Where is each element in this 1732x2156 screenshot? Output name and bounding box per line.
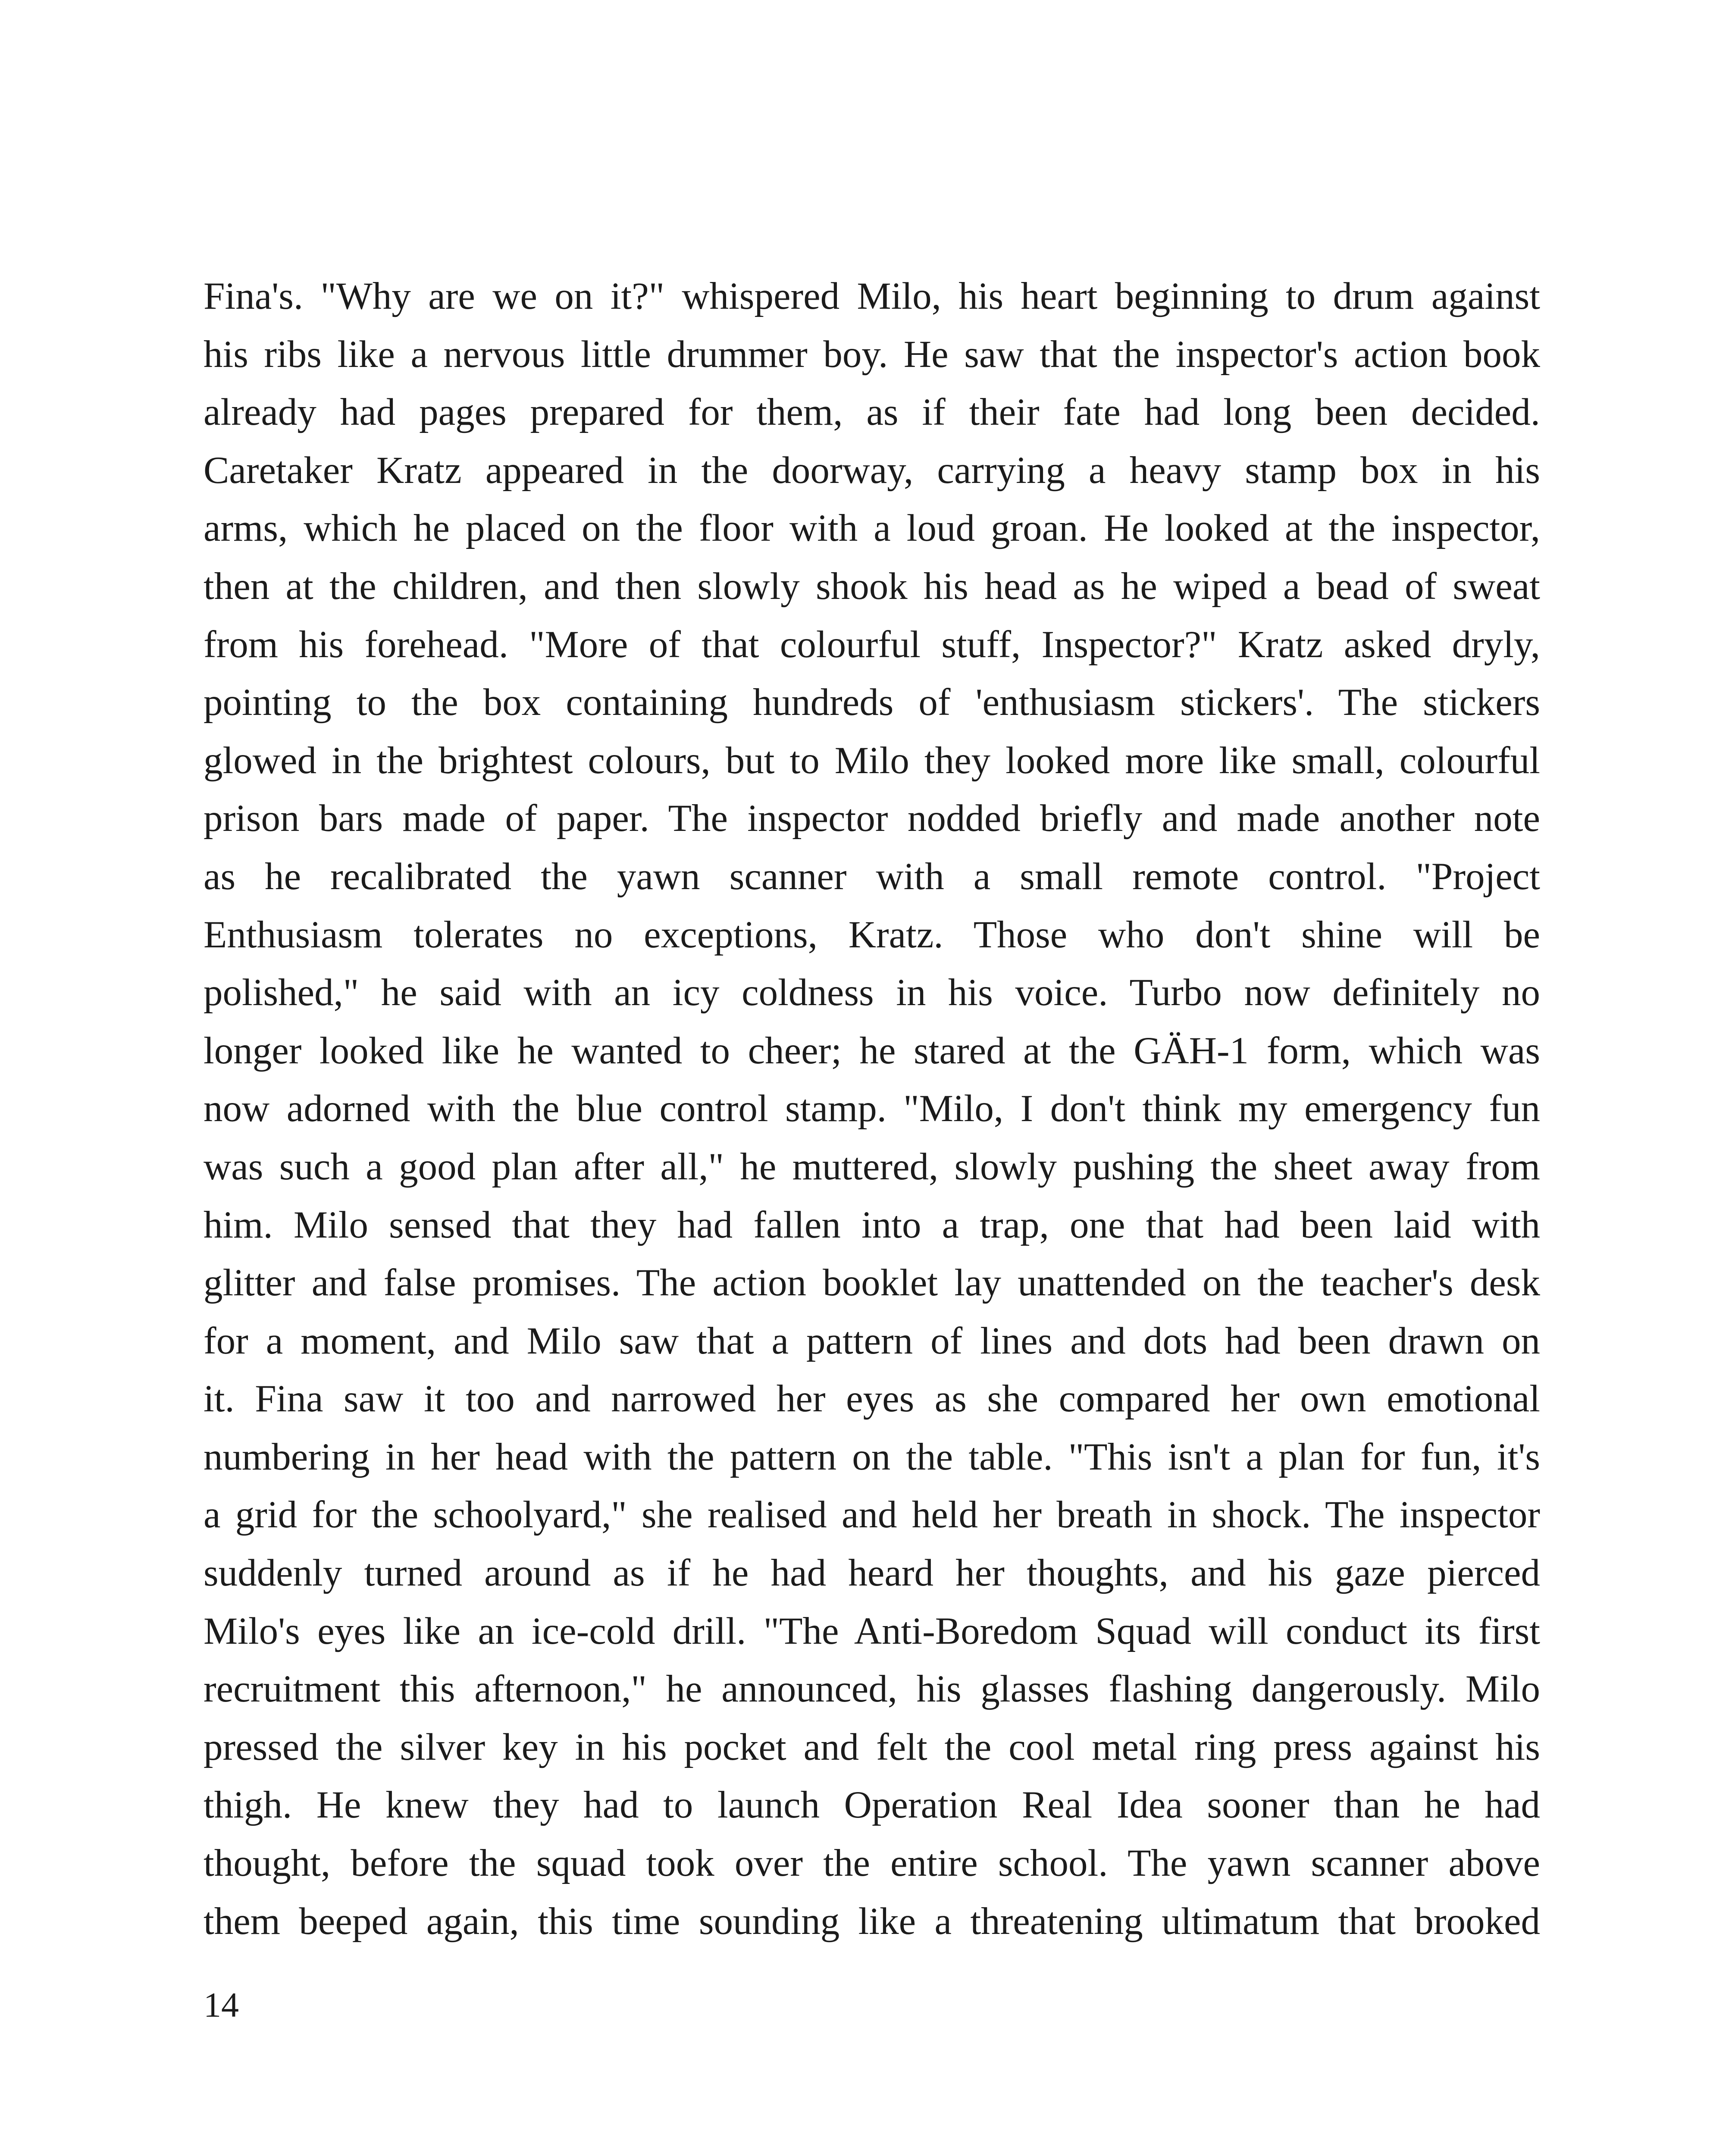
text-line: glitter and false promises. The action booklet lay unattended on the teacher's desk <box>204 1262 1540 1304</box>
text-line: prison bars made of paper. The inspector nodded briefly and made another note <box>204 797 1540 840</box>
text-line: pointing to the box containing hundreds of 'enthusiasm stickers'. The stickers <box>204 681 1540 724</box>
text-line: already had pages prepared for them, as if their fate had long been decided. <box>204 391 1540 434</box>
body-text <box>204 267 1540 1950</box>
text-line: glowed in the brightest colours, but to Milo they looked more like small, colourful <box>204 739 1540 782</box>
text-line: longer looked like he wanted to cheer; he stared at the GÄH-1 form, which was <box>204 1029 1540 1072</box>
text-line: him. Milo sensed that they had fallen into a trap, one that had been laid with <box>204 1203 1540 1246</box>
text-line: was such a good plan after all," he muttered, slowly pushing the sheet away from <box>204 1145 1540 1188</box>
text-line: pressed the silver key in his pocket and felt the cool metal ring press against his <box>204 1726 1540 1768</box>
text-line: arms, which he placed on the floor with a loud groan. He looked at the inspector, <box>204 507 1540 550</box>
text-line: it. Fina saw it too and narrowed her eyes as she compared her own emotional <box>204 1378 1540 1420</box>
text-line: then at the children, and then slowly shook his head as he wiped a bead of sweat <box>204 565 1540 608</box>
text-line: numbering in her head with the pattern on the table. "This isn't a plan for fun, it's <box>204 1435 1540 1478</box>
text-line: a grid for the schoolyard," she realised and held her breath in shock. The inspector <box>204 1494 1540 1536</box>
text-line: as he recalibrated the yawn scanner with a small remote control. "Project <box>204 855 1540 898</box>
text-line: from his forehead. "More of that colourful stuff, Inspector?" Kratz asked dryly, <box>204 623 1540 666</box>
text-line: polished," he said with an icy coldness in his voice. Turbo now definitely no <box>204 971 1540 1014</box>
text-line: thigh. He knew they had to launch Operation Real Idea sooner than he had <box>204 1784 1540 1827</box>
text-line: Milo's eyes like an ice-cold drill. "The Anti-Boredom Squad will conduct its first <box>204 1610 1540 1652</box>
text-line: for a moment, and Milo saw that a pattern of lines and dots had been drawn on <box>204 1319 1540 1362</box>
text-line: Fina's. "Why are we on it?" whispered Milo, his heart beginning to drum against <box>204 275 1540 317</box>
text-line: Caretaker Kratz appeared in the doorway, carrying a heavy stamp box in his <box>204 449 1540 492</box>
text-line: now adorned with the blue control stamp. "Milo, I don't think my emergency fun <box>204 1087 1540 1130</box>
text-line: thought, before the squad took over the entire school. The yawn scanner above <box>204 1842 1540 1885</box>
page-number: 14 <box>204 1985 239 2024</box>
text-line: his ribs like a nervous little drummer boy. He saw that the inspector's action book <box>204 333 1540 376</box>
text-line: them beeped again, this time sounding like a threatening ultimatum that brooked <box>204 1900 1540 1943</box>
text-line: recruitment this afternoon," he announced, his glasses flashing dangerously. Milo <box>204 1668 1540 1711</box>
text-line: Enthusiasm tolerates no exceptions, Kratz. Those who don't shine will be <box>204 913 1540 956</box>
text-line: suddenly turned around as if he had heard her thoughts, and his gaze pierced <box>204 1552 1540 1595</box>
